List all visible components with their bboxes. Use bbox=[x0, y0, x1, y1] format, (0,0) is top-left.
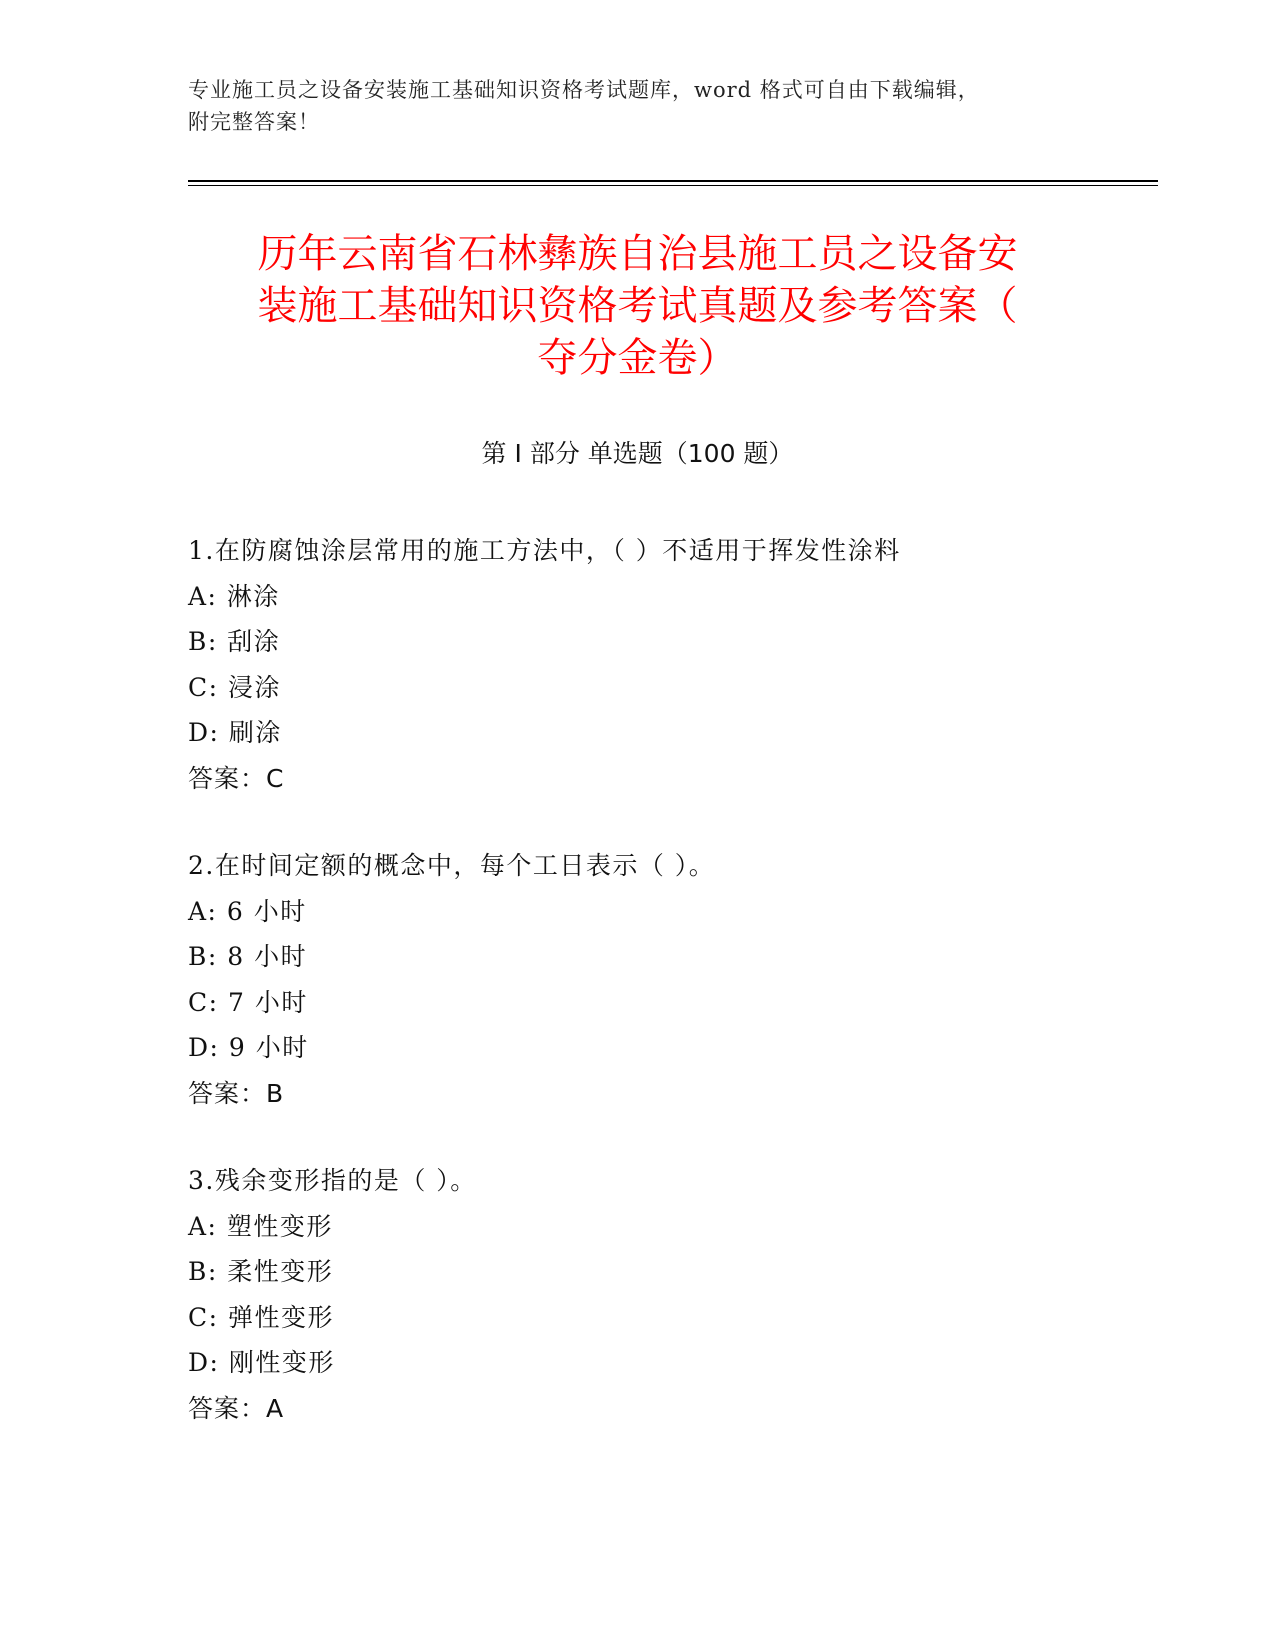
answer: 答案：A bbox=[188, 1393, 285, 1423]
option-b: B: 柔性变形 bbox=[188, 1257, 334, 1286]
question-3 bbox=[188, 1158, 1138, 1431]
header-divider-thin bbox=[188, 185, 1158, 186]
document-title-line-2: 装施工基础知识资格考试真题及参考答案（ bbox=[257, 283, 1018, 329]
header-divider-thick bbox=[188, 180, 1158, 182]
option-d: D: 刷涂 bbox=[188, 718, 282, 747]
header-note-line-1: 专业施工员之设备安装施工基础知识资格考试题库，word 格式可自由下载编辑， bbox=[188, 78, 980, 102]
answer: 答案：B bbox=[188, 1078, 285, 1108]
option-c: C: 浸涂 bbox=[188, 672, 281, 702]
header-note bbox=[188, 74, 1088, 138]
option-c: C: 7 小时 bbox=[188, 987, 308, 1017]
question-stem: 3.残余变形指的是（ ）。 bbox=[188, 1166, 477, 1195]
document-title bbox=[150, 228, 1125, 384]
option-c: C: 弹性变形 bbox=[188, 1302, 334, 1332]
question-1 bbox=[188, 528, 1138, 801]
answer: 答案：C bbox=[188, 763, 285, 793]
option-b: B: 8 小时 bbox=[188, 942, 308, 971]
document-title-line-3: 夺分金卷） bbox=[537, 335, 738, 381]
question-list bbox=[188, 528, 1138, 1473]
question-stem: 1.在防腐蚀涂层常用的施工方法中，（ ）不适用于挥发性涂料 bbox=[188, 536, 901, 565]
header-note-line-2: 附完整答案！ bbox=[188, 110, 320, 134]
section-heading: 第 I 部分 单选题（100 题） bbox=[481, 439, 794, 468]
option-d: D: 刚性变形 bbox=[188, 1348, 335, 1377]
option-b: B: 刮涂 bbox=[188, 627, 281, 656]
option-a: A: 6 小时 bbox=[188, 896, 307, 926]
option-d: D: 9 小时 bbox=[188, 1033, 309, 1062]
document-title-line-1: 历年云南省石林彝族自治县施工员之设备安 bbox=[257, 231, 1018, 277]
question-stem: 2.在时间定额的概念中，每个工日表示（ ）。 bbox=[188, 851, 716, 880]
question-2 bbox=[188, 843, 1138, 1116]
option-a: A: 淋涂 bbox=[188, 581, 280, 611]
option-a: A: 塑性变形 bbox=[188, 1211, 333, 1241]
